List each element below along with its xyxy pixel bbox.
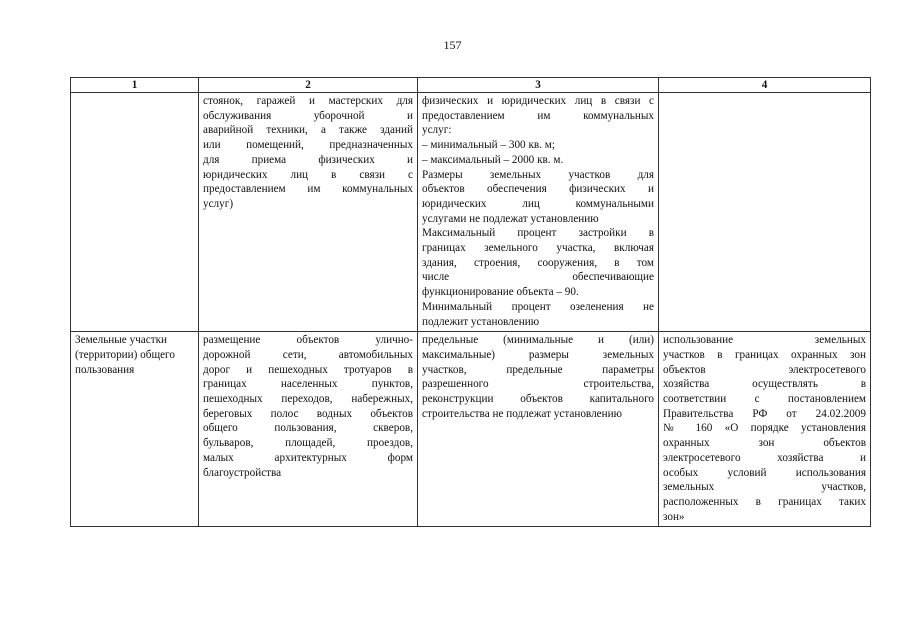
- text-line: особых условий использования: [663, 466, 866, 479]
- column-header-2: 2: [199, 78, 418, 93]
- text-line: реконструкции объектов капитального: [422, 393, 654, 406]
- text-line: зон»: [663, 510, 685, 523]
- table-row: [71, 93, 871, 332]
- text-line: услуг): [203, 197, 234, 210]
- cell-permitted-use: [199, 332, 418, 527]
- text-line: максимальные) размеры земельных: [422, 348, 654, 361]
- text-line: соответствии с постановлением: [663, 393, 866, 406]
- cell-permitted-use: [199, 93, 418, 332]
- text-line: услугами не подлежат установлению: [422, 212, 599, 225]
- text-line: (территории) общего: [75, 348, 175, 361]
- list-item: – минимальный – 300 кв. м;: [422, 139, 555, 152]
- text-line: участков, предельные параметры: [422, 363, 654, 376]
- text-line: предоставлением им коммунальных: [203, 183, 413, 196]
- text-line: юридических лиц в связи с: [203, 168, 413, 181]
- column-header-4: 4: [659, 78, 871, 93]
- text-line: береговых полос водных объектов: [203, 407, 413, 420]
- text-line: обслуживания уборочной и: [203, 109, 413, 122]
- page-number: 157: [443, 38, 462, 52]
- text-line: функционирование объекта – 90.: [422, 286, 579, 299]
- text-line: хозяйства осуществлять в: [663, 378, 866, 391]
- table-row: [71, 332, 871, 527]
- text-line: юридических лиц коммунальными: [422, 197, 654, 210]
- text-line: Размеры земельных участков для: [422, 168, 654, 181]
- text-line: подлежит установлению: [422, 315, 540, 328]
- column-header-3: 3: [418, 78, 659, 93]
- text-line: охранных зон объектов: [663, 437, 866, 450]
- text-line: услуг:: [422, 124, 452, 137]
- text-line: для приема физических и: [203, 153, 413, 166]
- text-line: бульваров, площадей, проездов,: [203, 437, 413, 450]
- text-line: электросетевого хозяйства и: [663, 451, 866, 464]
- list-item: – максимальный – 2000 кв. м.: [422, 153, 564, 166]
- text-line: здания, строения, сооружения, в том: [422, 256, 654, 269]
- text-line: общего пользования, скверов,: [203, 422, 413, 435]
- text-line: участков в границах охранных зон: [663, 348, 866, 361]
- cell-land-type: [71, 93, 199, 332]
- text-line: использование земельных: [663, 334, 866, 347]
- text-line: дорог и пешеходных тротуаров в: [203, 363, 413, 376]
- text-line: пользования: [75, 363, 135, 376]
- text-line: разрешенного строительства,: [422, 378, 654, 391]
- text-line: числе обеспечивающие: [422, 271, 654, 284]
- column-header-1: 1: [71, 78, 199, 93]
- cell-restrictions: [659, 93, 871, 332]
- cell-restrictions: [659, 332, 871, 527]
- text-line: предоставлением им коммунальных: [422, 109, 654, 122]
- text-line: предельные (минимальные и (или): [422, 334, 654, 347]
- text-line: физических и юридических лиц в связи с: [422, 95, 654, 107]
- cell-parameters: [418, 93, 659, 332]
- text-line: границах земельного участка, включая: [422, 242, 654, 255]
- text-line: размещение объектов улично-: [203, 334, 413, 347]
- text-line: Правительства РФ от 24.02.2009: [663, 407, 866, 420]
- text-line: № 160 «О порядке установления: [663, 422, 866, 435]
- text-line: стоянок, гаражей и мастерских для: [203, 95, 413, 107]
- header-row: [71, 78, 871, 93]
- cell-parameters: [418, 332, 659, 527]
- text-line: дорожной сети, автомобильных: [203, 348, 413, 361]
- text-line: пешеходных переходов, набережных,: [203, 393, 413, 406]
- cell-land-type: [71, 332, 199, 527]
- text-line: Максимальный процент застройки в: [422, 227, 654, 240]
- text-line: земельных участков,: [663, 481, 866, 494]
- text-line: Земельные участки: [75, 334, 168, 347]
- text-line: аварийной техники, а также зданий: [203, 124, 413, 137]
- text-line: объектов электросетевого: [663, 363, 866, 376]
- regulations-table: [70, 77, 871, 527]
- text-line: расположенных в границах таких: [663, 495, 866, 508]
- text-line: Минимальный процент озеленения не: [422, 300, 654, 313]
- text-line: малых архитектурных форм: [203, 451, 413, 464]
- text-line: благоустройства: [203, 466, 282, 479]
- text-line: границах населенных пунктов,: [203, 378, 413, 391]
- text-line: объектов обеспечения физических и: [422, 183, 654, 196]
- text-line: строительства не подлежат установлению: [422, 407, 622, 420]
- text-line: или помещений, предназначенных: [203, 139, 413, 152]
